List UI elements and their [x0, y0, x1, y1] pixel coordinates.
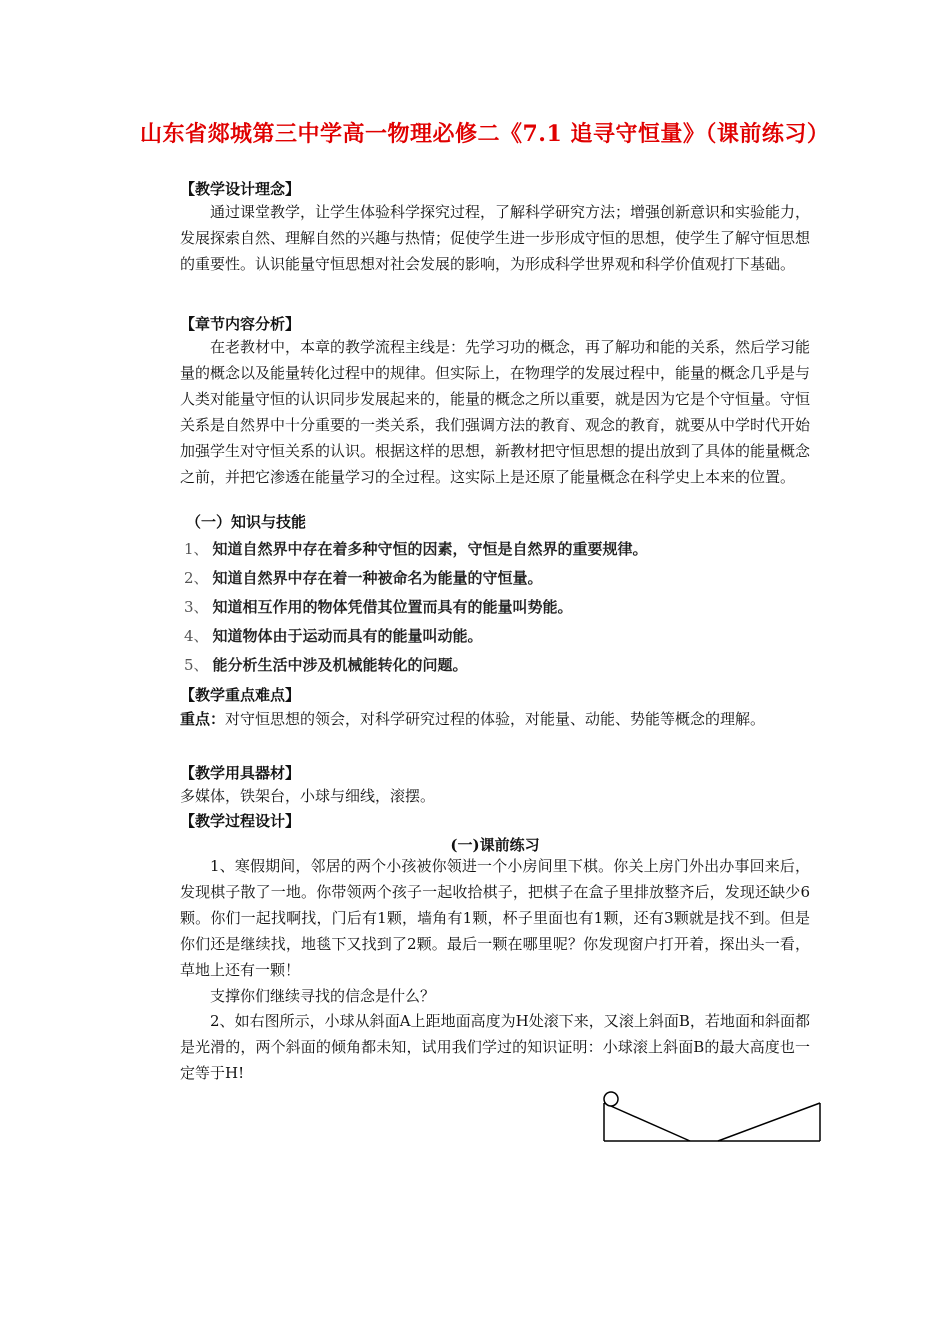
question-2: 2、如右图所示，小球从斜面A上距地面高度为H处滚下来，又滚上斜面B，若地面和斜面都是光滑的，两个斜面的倾角都未知，试用我们学过的知识证明：小球滚上斜面B的最大高度也一定等于H!: [180, 1012, 810, 1082]
document-title: 山东省郯城第三中学高一物理必修二《7.1 追寻守恒量》（课前练习）: [140, 121, 830, 147]
knowledge-item-5: 5、 能分析生活中涉及机械能转化的问题。: [184, 656, 468, 674]
design-heading: 【教学设计理念】: [180, 180, 301, 198]
key-label: 重点：: [180, 710, 226, 728]
key-heading: 【教学重点难点】: [180, 686, 301, 704]
key-text: 对守恒思想的领会，对科学研究过程的体验，对能量、动能、势能等概念的理解。: [225, 710, 766, 728]
slope-b-surface: [718, 1103, 820, 1141]
practice-heading: (一)课前练习: [450, 836, 540, 854]
tools-paragraph: 多媒体，铁架台，小球与细线，滚摆。: [180, 787, 436, 805]
ball: [604, 1092, 618, 1106]
knowledge-heading: （一）知识与技能: [186, 513, 307, 531]
knowledge-item-1: 1、 知道自然界中存在着多种守恒的因素，守恒是自然界的重要规律。: [184, 540, 648, 558]
knowledge-item-3: 3、 知道相互作用的物体凭借其位置而具有的能量叫势能。: [184, 598, 573, 616]
question-1-prompt: 支撑你们继续寻找的信念是什么？: [210, 987, 436, 1005]
process-heading: 【教学过程设计】: [180, 812, 301, 830]
tools-heading: 【教学用具器材】: [180, 764, 301, 782]
knowledge-item-2: 2、 知道自然界中存在着一种被命名为能量的守恒量。: [184, 569, 543, 587]
chapter-heading: 【章节内容分析】: [180, 315, 301, 333]
knowledge-item-4: 4、 知道物体由于运动而具有的能量叫动能。: [184, 627, 483, 645]
question-1: 1、寒假期间，邻居的两个小孩被你领进一个小房间里下棋。你关上房门外出办事回来后，发现棋子散了一地。你带领两个孩子一起收拾棋子，把棋子在盒子里排放整齐后，发现还缺少6颗。你们一起找啊找，门后有1颗，墙角有1颗，杯子里面也有1颗，还有3颗就是找不到。但是你们还是继续找，地毯下又找到了2颗。最后一颗在哪里呢？你发现窗户打开着，探出头一看，草地上还有一颗！: [180, 857, 810, 979]
chapter-paragraph: 在老教材中，本章的教学流程主线是：先学习功的概念，再了解功和能的关系，然后学习能量的概念以及能量转化过程中的规律。但实际上，在物理学的发展过程中，能量的概念几乎是与人类对能量守恒的认识同步发展起来的，能量的概念之所以重要，就是因为它是个守恒量。守恒关系是自然界中十分重要的一类关系，我们强调方法的教育、观念的教育，就要从中学时代开始加强学生对守恒关系的认识。根据这样的思想，新教材把守恒思想的提出放到了具体的能量概念之前，并把它渗透在能量学习的全过程。这实际上是还原了能量概念在科学史上本来的位置。: [180, 338, 811, 486]
slope-a-surface: [604, 1103, 690, 1141]
design-paragraph: 通过课堂教学，让学生体验科学探究过程，了解科学研究方法；增强创新意识和实验能力，发展探索自然、理解自然的兴趣与热情；促使学生进一步形成守恒的思想，使学生了解守恒思想的重要性。认识能量守恒思想对社会发展的影响，为形成科学世界观和科学价值观打下基础。: [180, 203, 811, 273]
